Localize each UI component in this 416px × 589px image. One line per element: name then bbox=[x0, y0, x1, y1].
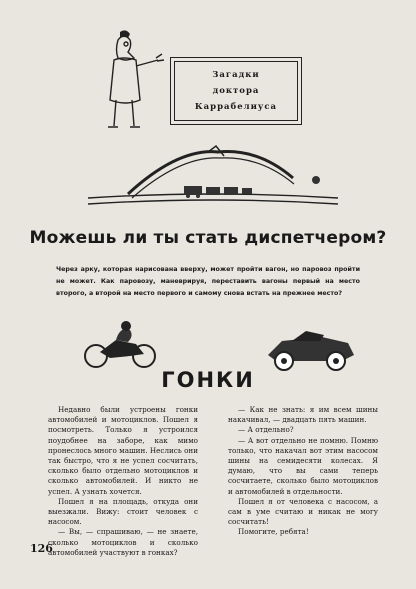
title-line-1: Загадки bbox=[212, 70, 260, 80]
title-box bbox=[170, 57, 302, 125]
puzzle-question: Через арку, которая нарисована вверху, может пройти вагон, но паровоз пройти не может. Как паровозу, маневрируя, переставить вагоны первый на место второго, а второй на место первого и самому снова встать на прежнее место? bbox=[56, 266, 360, 297]
title-line-2: доктора bbox=[212, 86, 260, 96]
doctor-karrabelius-illustration bbox=[96, 30, 166, 140]
paragraph: Пошел я от человека с насосом, а сам в уме считаю и никак не могу сосчитать! bbox=[228, 496, 378, 527]
railway-arch-illustration bbox=[88, 128, 338, 216]
paragraph: — А вот отдельно не помню. Помню только, что накачал вот этим насосом шины на семидесяти колесах. Я думаю, что вы сами теперь сосчитаете, сколько было мотоциклов и автомобилей в отдельности. bbox=[228, 435, 378, 496]
paragraph: Пошел я на площадь, откуда они выезжали. Вижу: стоит человек с насосом. bbox=[48, 496, 198, 527]
paragraph: — Вы, — спрашиваю, — не знаете, сколько мотоциклов и сколько автомобилей участвуют в гонках? bbox=[48, 527, 198, 557]
story-column-right bbox=[228, 405, 378, 538]
page-number: 126 bbox=[30, 542, 53, 555]
section-title: ГОНКИ bbox=[161, 368, 255, 392]
paragraph: — А отдельно? bbox=[238, 425, 294, 435]
title-line-3: Каррабелиуса bbox=[194, 102, 278, 112]
racing-car-illustration bbox=[262, 325, 358, 373]
paragraph: — Как не знать: я им всем шины накачивал, — двадцать пять машин. bbox=[228, 405, 378, 425]
story-column-left bbox=[48, 405, 198, 558]
headline: Можешь ли ты стать диспетчером? bbox=[29, 228, 387, 248]
title-box-inner bbox=[174, 61, 298, 121]
motorcycle-illustration bbox=[80, 318, 160, 370]
paragraph: Помогите, ребята! bbox=[238, 527, 309, 537]
paragraph: Недавно были устроены гонки автомобилей и мотоциклов. Пошел я посмотреть. Только я устроился поудобнее на заборе, как мимо пронеслось много машин. Неслись они так быстро, что я не успел сосчитать, сколько было отдельно мотоциклов и сколько автомобилей. И никто не успел. А узнать хочется. bbox=[48, 405, 198, 496]
